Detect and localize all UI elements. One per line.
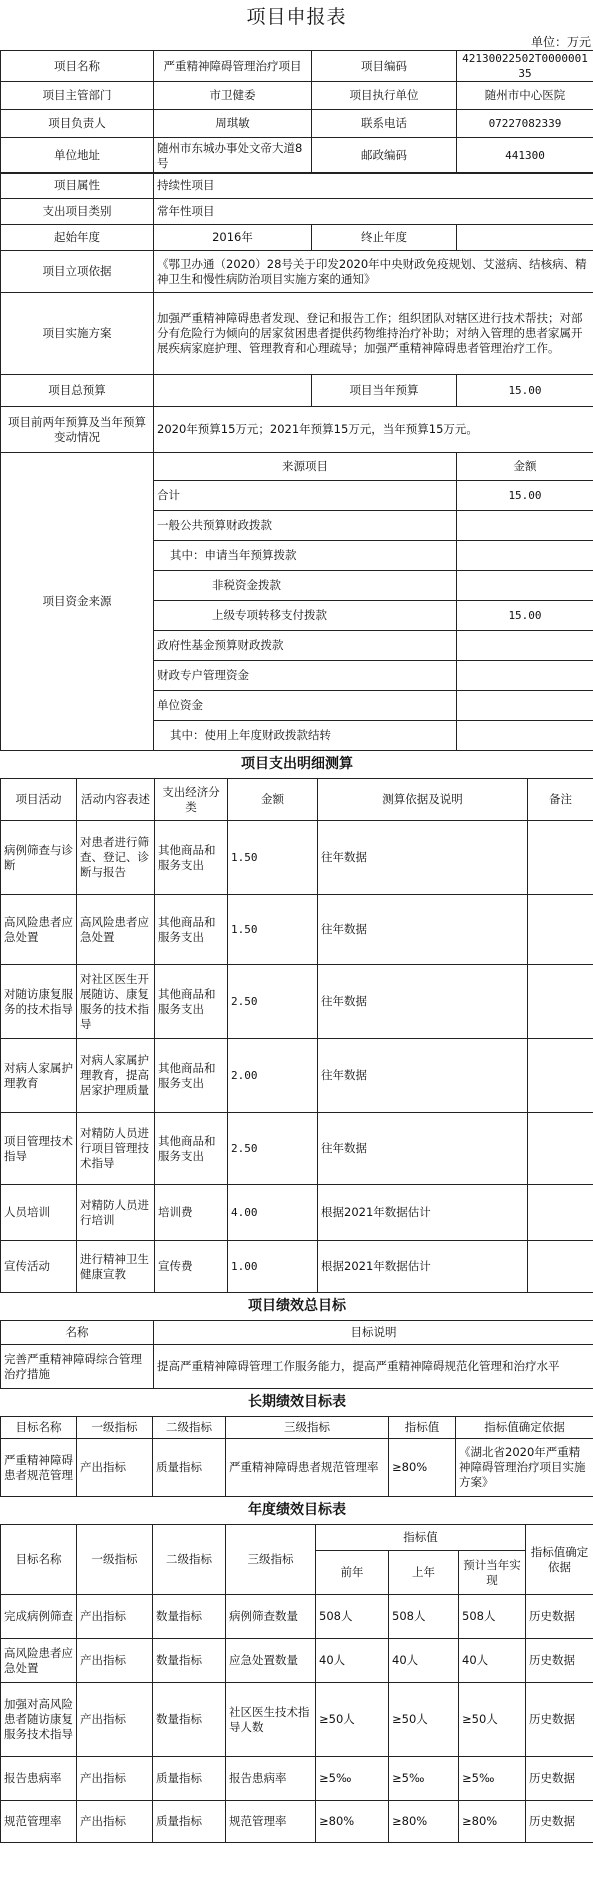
plan-value: 加强严重精神障碍患者发现、登记和报告工作；组织团队对辖区进行技术帮扶；对部分有危险行为倾向的居家贫困患者提供药物维持治疗补助；对纳入管理的患者家属开展疾病家庭护理、管理教育和心理疏导；加强严重精神障碍患者管理治疗工作。 (154, 293, 593, 375)
annual-section-title: 年度绩效目标表 (1, 1497, 593, 1525)
funding-label: 项目资金来源 (1, 453, 154, 751)
expense-section-title: 项目支出明细测算 (1, 751, 593, 779)
expense-header-note: 备注 (528, 779, 593, 821)
table-row: 规范管理率 产出指标 质量指标 规范管理率 ≥80% ≥80% ≥80% 历史数据 (1, 1801, 593, 1843)
annual-header-l3: 三级指标 (226, 1525, 316, 1595)
longterm-header-l1: 一级指标 (77, 1417, 153, 1439)
overall-desc-header: 目标说明 (154, 1321, 593, 1345)
overall-section-title: 项目绩效总目标 (1, 1293, 593, 1321)
annual-header-value: 指标值 (316, 1525, 526, 1551)
table-row: 宣传活动 进行精神卫生健康宣教 宣传费 1.00 根据2021年数据估计 (1, 1241, 593, 1293)
basis-label: 项目立项依据 (1, 251, 154, 293)
address-label: 单位地址 (1, 138, 154, 174)
postcode-label: 邮政编码 (312, 138, 457, 174)
executor-label: 项目执行单位 (312, 82, 457, 110)
supervisor-value: 市卫健委 (154, 82, 312, 110)
postcode-value: 441300 (457, 138, 593, 174)
phone-value: 07227082339 (457, 110, 593, 138)
funding-source-header: 来源项目 (154, 453, 457, 481)
category-value: 常年性项目 (154, 199, 593, 225)
table-row: 完成病例筛查 产出指标 数量指标 病例筛查数量 508人 508人 508人 历史数据 (1, 1595, 593, 1639)
funding-row: 上级专项转移支付拨款 15.00 (1, 601, 593, 631)
table-row: 人员培训 对精防人员进行培训 培训费 4.00 根据2021年数据估计 (1, 1185, 593, 1241)
address-value: 随州市东城办事处文帝大道8号 (154, 138, 312, 174)
total-budget-value (154, 375, 312, 407)
funding-row: 财政专户管理资金 (1, 661, 593, 691)
longterm-section-title: 长期绩效目标表 (1, 1389, 593, 1417)
end-year-label: 终止年度 (312, 225, 457, 251)
longterm-header-l3: 三级指标 (226, 1417, 389, 1439)
table-row: 对病人家属护理教育 对病人家属护理教育，提高居家护理质量 其他商品和服务支出 2.00 往年数据 (1, 1039, 593, 1113)
category-label: 支出项目类别 (1, 199, 154, 225)
leader-value: 周琪敏 (154, 110, 312, 138)
funding-amount-header: 金额 (457, 453, 593, 481)
phone-label: 联系电话 (312, 110, 457, 138)
expense-header-class: 支出经济分类 (155, 779, 228, 821)
annual-header-name: 目标名称 (1, 1525, 77, 1595)
longterm-goal-table (0, 1388, 593, 1497)
year-budget-value: 15.00 (457, 375, 593, 407)
funding-row: 单位资金 (1, 691, 593, 721)
supervisor-label: 项目主管部门 (1, 82, 154, 110)
basis-value: 《鄂卫办通（2020）28号关于印发2020年中央财政免疫规划、艾滋病、结核病、精神卫生和慢性病防治项目实施方案的通知》 (154, 251, 593, 293)
attr-value: 持续性项目 (154, 173, 593, 199)
funding-row: 政府性基金预算财政拨款 (1, 631, 593, 661)
funding-row: 其中：使用上年度财政拨款结转 (1, 721, 593, 751)
funding-row: 一般公共预算财政拨款 (1, 511, 593, 541)
executor-value: 随州市中心医院 (457, 82, 593, 110)
overall-desc: 提高严重精神障碍管理工作服务能力，提高严重精神障碍规范化管理和治疗水平 (154, 1345, 593, 1389)
plan-label: 项目实施方案 (1, 293, 154, 375)
expense-header-basis: 测算依据及说明 (318, 779, 528, 821)
overall-name: 完善严重精神障碍综合管理治疗措施 (1, 1345, 154, 1389)
longterm-header-value: 指标值 (389, 1417, 456, 1439)
project-name-label: 项目名称 (1, 51, 154, 82)
project-code-label: 项目编码 (312, 51, 457, 82)
annual-header-prev2: 前年 (316, 1551, 389, 1595)
table-row: 报告患病率 产出指标 质量指标 报告患病率 ≥5‰ ≥5‰ ≥5‰ 历史数据 (1, 1757, 593, 1801)
annual-header-basis: 指标值确定依据 (526, 1525, 593, 1595)
end-year-value (457, 225, 593, 251)
basic-info-table (0, 50, 593, 174)
start-year-value: 2016年 (154, 225, 312, 251)
funding-row: 合计 15.00 (1, 481, 593, 511)
table-row: 对随访康复服务的技术指导 对社区医生开展随访、康复服务的技术指导 其他商品和服务支出 2.50 往年数据 (1, 965, 593, 1039)
longterm-header-name: 目标名称 (1, 1417, 77, 1439)
unit-label: 单位：万元 (530, 35, 591, 49)
history-label: 项目前两年预算及当年预算变动情况 (1, 407, 154, 453)
history-value: 2020年预算15万元；2021年预算15万元，当年预算15万元。 (154, 407, 593, 453)
project-code-value: 42130022502T000000135 (457, 51, 593, 82)
longterm-header-basis: 指标值确定依据 (456, 1417, 593, 1439)
table-row: 项目管理技术指导 对精防人员进行项目管理技术指导 其他商品和服务支出 2.50 往年数据 (1, 1113, 593, 1185)
annual-header-prev1: 上年 (389, 1551, 459, 1595)
overall-name-header: 名称 (1, 1321, 154, 1345)
longterm-header-l2: 二级指标 (153, 1417, 226, 1439)
annual-header-l1: 一级指标 (77, 1525, 153, 1595)
year-budget-label: 项目当年预算 (312, 375, 457, 407)
table-row: 病例筛查与诊断 对患者进行筛查、登记、诊断与报告 其他商品和服务支出 1.50 往年数据 (1, 821, 593, 895)
funding-table (0, 452, 593, 751)
expense-header-content: 活动内容表述 (77, 779, 155, 821)
annual-header-l2: 二级指标 (153, 1525, 226, 1595)
funding-row: 其中：申请当年预算拨款 (1, 541, 593, 571)
project-name-value: 严重精神障碍管理治疗项目 (154, 51, 312, 82)
funding-row: 非税资金拨款 (1, 571, 593, 601)
expense-header-activity: 项目活动 (1, 779, 77, 821)
annual-goal-table (0, 1496, 593, 1843)
start-year-label: 起始年度 (1, 225, 154, 251)
table-row: 高风险患者应急处置 产出指标 数量指标 应急处置数量 40人 40人 40人 历史数据 (1, 1639, 593, 1683)
attr-label: 项目属性 (1, 173, 154, 199)
overall-goal-table (0, 1292, 593, 1389)
table-row: 加强对高风险患者随访康复服务技术指导 产出指标 数量指标 社区医生技术指导人数 ≥50人 ≥50人 ≥50人 历史数据 (1, 1683, 593, 1757)
annual-header-cur: 预计当年实现 (459, 1551, 526, 1595)
total-budget-label: 项目总预算 (1, 375, 154, 407)
project-detail-table (0, 172, 593, 453)
expense-table (0, 750, 593, 1293)
table-row: 高风险患者应急处置 高风险患者应急处置 其他商品和服务支出 1.50 往年数据 (1, 895, 593, 965)
page-title: 项目申报表 (246, 6, 347, 28)
leader-label: 项目负责人 (1, 110, 154, 138)
expense-header-amount: 金额 (228, 779, 318, 821)
table-row: 严重精神障碍患者规范管理 产出指标 质量指标 严重精神障碍患者规范管理率 ≥80% 《湖北省2020年严重精神障碍管理治疗项目实施方案》 (1, 1439, 593, 1497)
